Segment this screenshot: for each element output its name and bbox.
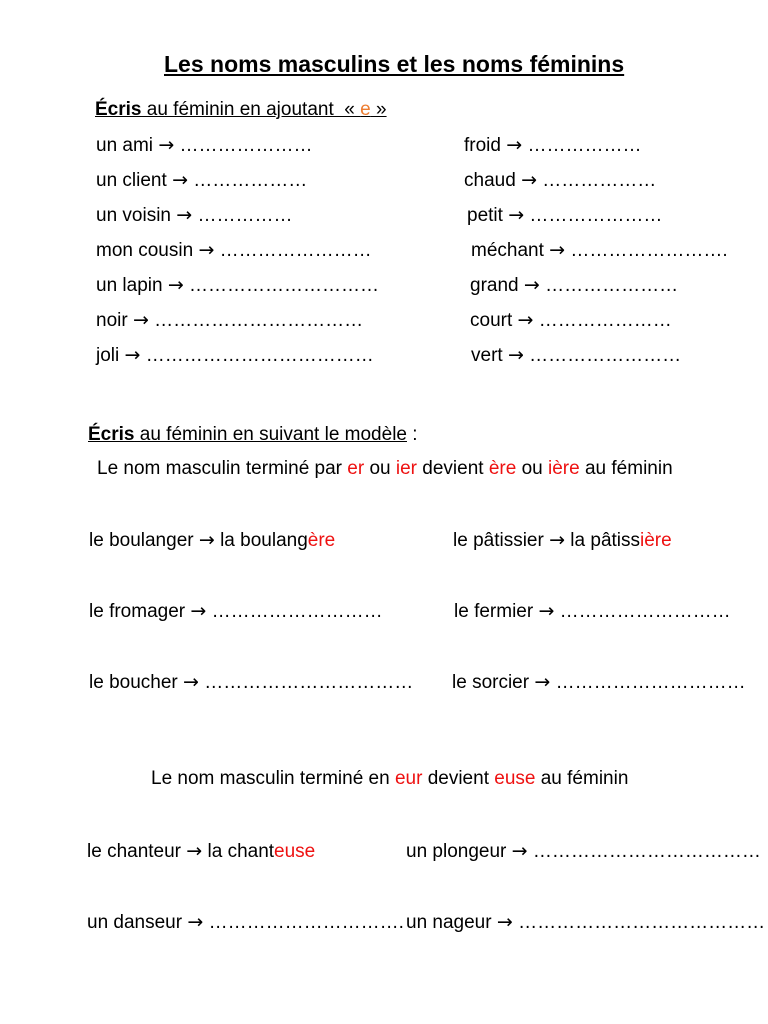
arrow-icon: → [132, 309, 149, 331]
exercise-item: un ami → ………………… [96, 134, 313, 156]
arrow-icon: → [538, 600, 555, 622]
arrow-icon: → [183, 671, 199, 693]
arrow-icon: → [506, 134, 523, 156]
exercise-item: un lapin → ………………………… [96, 274, 380, 296]
arrow-icon: → [511, 840, 528, 862]
answer-blank[interactable]: ………………… [179, 135, 313, 156]
instruction-bold-word: Écris [95, 99, 142, 120]
rule-er-ier: Le nom masculin terminé par er ou ier devient ère ou ière au féminin [97, 458, 673, 479]
answer-blank[interactable]: …………………………… [204, 672, 414, 693]
exercise-item: le fromager → ……………………… [89, 600, 383, 622]
answer-blank[interactable]: ………………………… [189, 275, 380, 296]
exercise-item: le boucher → …………………………… [89, 671, 414, 693]
arrow-icon: → [198, 529, 215, 551]
exercise-item: un nageur → ………………………………… [406, 911, 766, 933]
arrow-icon: → [198, 239, 215, 261]
arrow-icon: → [158, 134, 175, 156]
arrow-icon: → [190, 600, 207, 622]
exercise-item: chaud → ……………… [464, 169, 657, 191]
answer-blank[interactable]: ………………… [545, 275, 679, 296]
answer-blank[interactable]: ………………… [538, 310, 672, 331]
arrow-icon: → [167, 274, 184, 296]
exercise-item: un plongeur → ……………………………… [406, 840, 761, 862]
arrow-icon: → [523, 274, 540, 296]
section2-instruction [88, 423, 418, 447]
answer-blank[interactable]: …………………………… [154, 310, 364, 331]
exercise-item: vert → …………………… [471, 344, 682, 366]
exercise-item: le sorcier → ………………………… [452, 671, 746, 693]
page-title: Les noms masculins et les noms féminins [164, 51, 625, 77]
answer-blank[interactable]: …………… [197, 205, 293, 226]
exercise-item: noir → …………………………… [96, 309, 364, 331]
answer-blank[interactable]: …………………………. [208, 912, 404, 933]
arrow-icon: → [496, 911, 513, 933]
instruction-close: » [370, 99, 387, 120]
instruction-bold-word: Écris [88, 424, 135, 445]
instruction-colon: : [406, 424, 418, 445]
section1-instruction [95, 98, 387, 122]
exercise-item: un voisin → …………… [96, 204, 293, 226]
arrow-icon: → [124, 344, 141, 366]
answer-blank[interactable]: ………………………… [555, 672, 746, 693]
exercise-item: court → ………………… [470, 309, 672, 331]
arrow-icon: → [549, 239, 566, 261]
arrow-icon: → [186, 840, 203, 862]
rule-eur: Le nom masculin terminé en eur devient euse au féminin [151, 768, 629, 789]
answer-blank[interactable]: ……………………………… [532, 841, 761, 862]
answer-blank[interactable]: ………………… [529, 205, 663, 226]
exercise-item: froid → ……………… [464, 134, 642, 156]
answer-blank[interactable]: ……………… [542, 170, 657, 191]
arrow-icon: → [549, 529, 566, 551]
exercise-item: un client → ……………… [96, 169, 308, 191]
arrow-icon: → [534, 671, 551, 693]
arrow-icon: → [172, 169, 188, 191]
arrow-icon: → [187, 911, 204, 933]
answer-blank[interactable]: ……………………… [559, 601, 731, 622]
exercise-item: un danseur → …………………………. [87, 911, 404, 933]
answer-blank[interactable]: ……………………………… [145, 345, 374, 366]
arrow-icon: → [508, 204, 525, 226]
answer-blank[interactable]: ……………………… [211, 601, 383, 622]
arrow-icon: → [507, 344, 524, 366]
answer-blank[interactable]: ……………… [193, 170, 308, 191]
model-example: le chanteur → la chanteuse [87, 840, 316, 862]
arrow-icon: → [176, 204, 193, 226]
model-example: le boulanger → la boulangère [89, 529, 336, 551]
exercise-item: mon cousin → …………………… [96, 239, 372, 261]
exercise-item: joli → ……………………………… [96, 344, 374, 366]
instruction-text: au féminin en ajoutant « [141, 99, 361, 120]
model-example: le pâtissier → la pâtissière [453, 529, 672, 551]
answer-blank[interactable]: ……………… [527, 135, 642, 156]
exercise-item: méchant → ……………………. [471, 239, 728, 261]
answer-blank[interactable]: …………………… [219, 240, 372, 261]
exercise-item: grand → ………………… [470, 274, 679, 296]
answer-blank[interactable]: ……………………. [570, 240, 728, 261]
exercise-item: le fermier → ……………………… [454, 600, 731, 622]
answer-blank[interactable]: ………………………………… [518, 912, 766, 933]
answer-blank[interactable]: …………………… [529, 345, 682, 366]
instruction-letter: e [360, 99, 371, 120]
instruction-text: au féminin en suivant le modèle [134, 424, 407, 445]
arrow-icon: → [521, 169, 537, 191]
arrow-icon: → [517, 309, 534, 331]
exercise-item: petit → ………………… [467, 204, 663, 226]
